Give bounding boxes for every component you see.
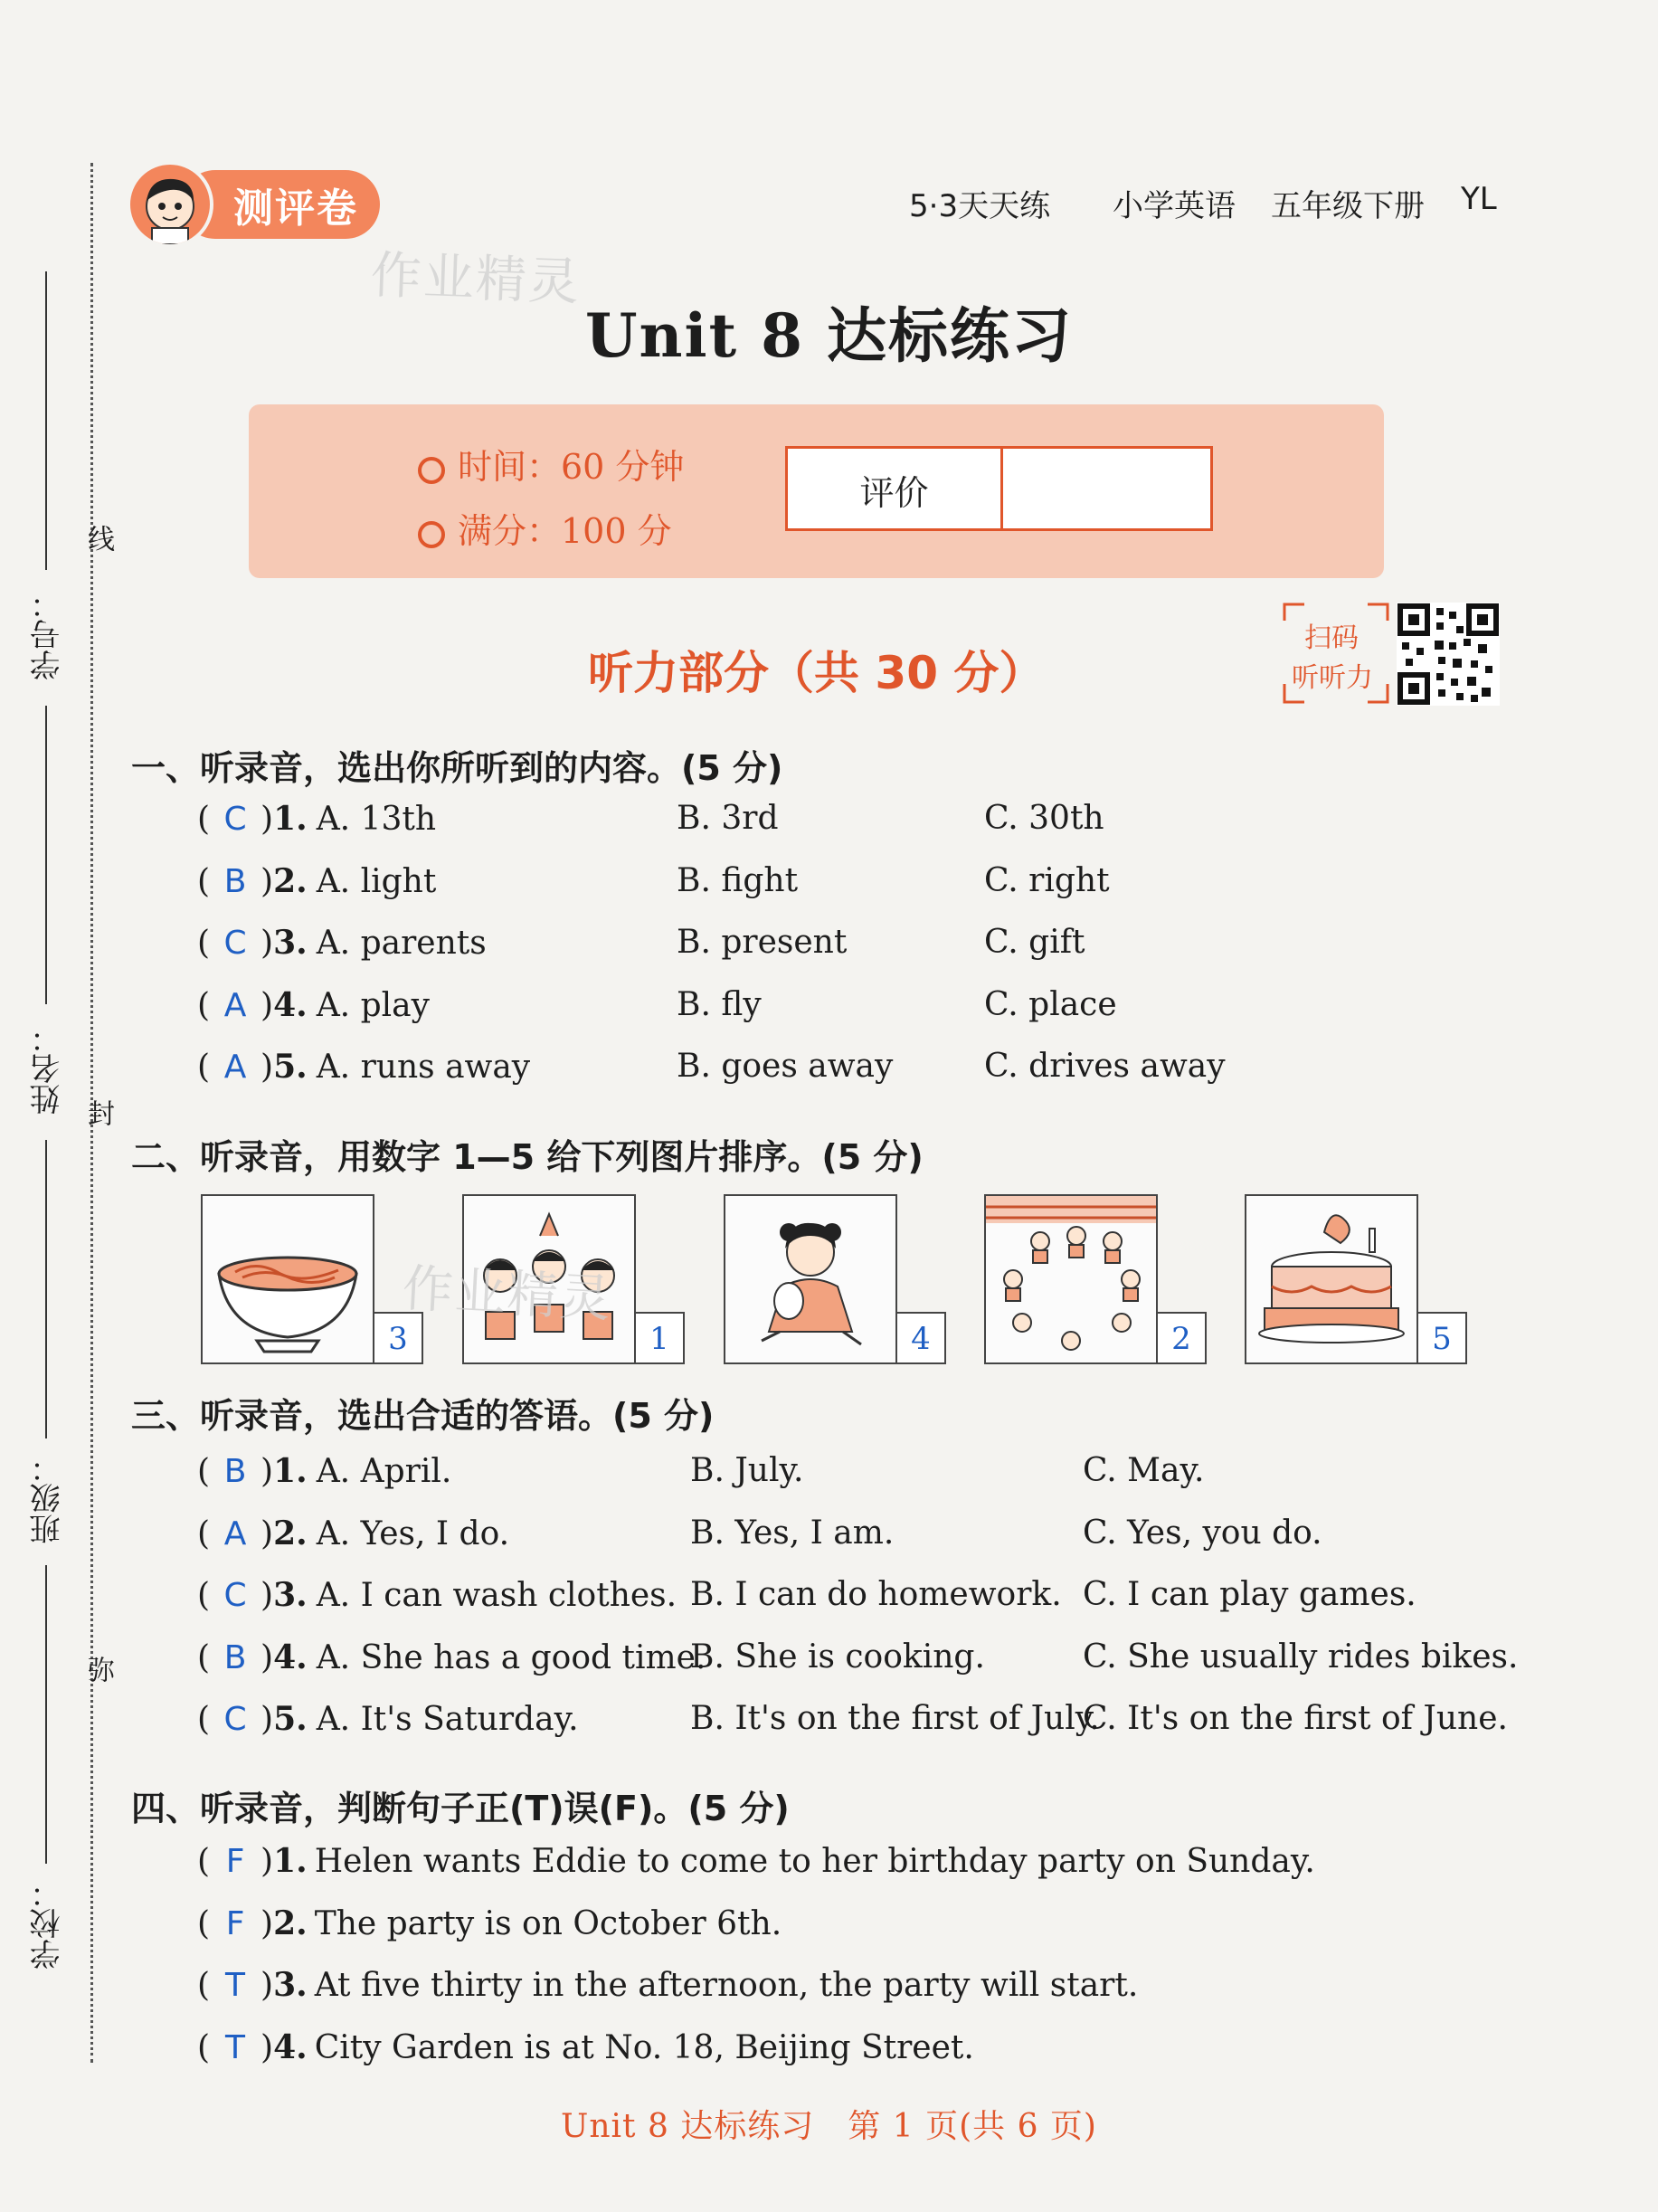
boy-mascot-icon — [127, 161, 213, 248]
score-text: 满分：100 分 — [458, 511, 672, 551]
close-paren: ) — [261, 1904, 274, 1942]
statement-text: The party is on October 6th. — [314, 1904, 782, 1942]
page-title: Unit 8 达标练习 — [585, 300, 1073, 371]
listening-heading: 听力部分（共 30 分） — [588, 647, 1045, 699]
order-number-box[interactable]: 5 — [1416, 1312, 1467, 1364]
open-paren: ( — [197, 1967, 211, 2004]
option-a: A. parents — [316, 925, 487, 962]
question-number: 4. — [273, 985, 308, 1024]
open-paren: ( — [197, 1514, 211, 1552]
option-b: B. It's on the first of July. — [690, 1700, 1100, 1737]
kids-playing-game-icon-drawing — [986, 1196, 1156, 1362]
open-paren: ( — [197, 1577, 211, 1614]
close-paren: ) — [261, 862, 274, 900]
part4-heading: 四、听录音，判断句子正(T)误(F)。(5 分) — [131, 1789, 790, 1828]
cut-label-seal: 封 — [82, 1099, 114, 1126]
part3-question — [197, 1576, 677, 1614]
part4-statement — [197, 2028, 974, 2066]
answer-slot[interactable]: F — [225, 1904, 245, 1942]
question-number: 1. — [273, 800, 308, 838]
question-number: 2. — [273, 1903, 308, 1942]
question-number: 4. — [273, 2027, 308, 2066]
order-number-box[interactable]: 3 — [373, 1312, 423, 1364]
order-number-box[interactable]: 4 — [895, 1312, 946, 1364]
school-blank[interactable] — [45, 1565, 47, 1864]
part3-question — [197, 1452, 451, 1490]
series-name: 5·3天天练 — [909, 188, 1051, 224]
close-paren: ) — [261, 1967, 274, 2004]
option-c: C. gift — [984, 924, 1085, 961]
question-number: 1. — [273, 1452, 308, 1490]
open-paren: ( — [197, 1904, 211, 1942]
option-b: B. fly — [677, 985, 762, 1023]
option-b: B. She is cooking. — [690, 1638, 985, 1676]
cut-label-line: 线 — [82, 525, 114, 552]
option-c: C. right — [984, 861, 1110, 899]
answer-slot[interactable]: B — [223, 862, 247, 900]
answer-slot[interactable]: A — [223, 1514, 247, 1552]
order-number-box[interactable]: 2 — [1156, 1312, 1207, 1364]
qr-label-scan: 扫码 — [1304, 622, 1359, 654]
statement-text: City Garden is at No. 18, Beijing Street. — [314, 2028, 974, 2066]
part4-statement — [197, 1904, 782, 1942]
option-c: C. It's on the first of June. — [1083, 1700, 1508, 1737]
part3-question — [197, 1514, 509, 1552]
option-c: C. Yes, you do. — [1083, 1514, 1322, 1552]
subject-name: 小学英语 — [1113, 188, 1236, 224]
question-number: 5. — [273, 1048, 308, 1086]
answer-slot[interactable]: B — [223, 1638, 247, 1676]
time-line — [418, 439, 684, 489]
watermark-middle: 作业精灵 — [401, 1258, 614, 1330]
part1-question — [197, 862, 436, 900]
birthday-cake-icon — [1245, 1194, 1418, 1364]
clock-icon — [418, 457, 445, 484]
option-a: A. It's Saturday. — [316, 1701, 579, 1738]
question-number: 3. — [273, 1966, 308, 2004]
part1-question — [197, 800, 436, 838]
option-b: B. goes away — [677, 1048, 894, 1085]
evaluation-divider — [1000, 449, 1003, 528]
girl-with-toy-icon-drawing — [725, 1196, 895, 1362]
kids-playing-game-icon — [984, 1194, 1158, 1364]
evaluation-box — [785, 446, 1213, 531]
part3-question — [197, 1638, 706, 1676]
answer-slot[interactable]: A — [223, 1049, 247, 1086]
option-a: A. play — [316, 986, 430, 1024]
statement-text: Helen wants Eddie to come to her birthday party on Sunday. — [314, 1843, 1315, 1880]
part1-question — [197, 924, 487, 962]
statement-text: At five thirty in the afternoon, the party will start. — [314, 1967, 1139, 2004]
option-c: C. She usually rides bikes. — [1083, 1638, 1519, 1676]
option-c: C. 30th — [984, 800, 1104, 837]
answer-slot[interactable]: F — [225, 1843, 245, 1880]
answer-slot[interactable]: C — [223, 801, 247, 838]
qr-label-frame — [1283, 603, 1389, 704]
option-b: B. present — [677, 924, 848, 961]
part3-heading: 三、听录音，选出合适的答语。(5 分) — [131, 1396, 715, 1436]
edition-code: YL — [1461, 181, 1497, 217]
close-paren: ) — [261, 925, 274, 962]
part1-heading: 一、听录音，选出你所听到的内容。(5 分) — [131, 748, 783, 788]
time-text: 时间：60 分钟 — [458, 447, 685, 487]
question-number: 2. — [273, 1514, 308, 1552]
name-blank[interactable] — [45, 706, 47, 1004]
option-c: C. I can play games. — [1083, 1576, 1416, 1613]
option-c: C. drives away — [984, 1048, 1226, 1085]
check-circle-icon — [418, 521, 445, 548]
option-a: A. She has a good time. — [316, 1638, 706, 1676]
question-number: 4. — [273, 1638, 308, 1676]
open-paren: ( — [197, 1453, 211, 1490]
answer-slot[interactable]: B — [223, 1453, 247, 1490]
part1-question — [197, 986, 430, 1024]
question-number: 5. — [273, 1700, 308, 1738]
close-paren: ) — [261, 986, 274, 1024]
cut-label-seal2: 弥 — [82, 1656, 114, 1683]
close-paren: ) — [261, 1701, 274, 1738]
girl-with-toy-icon — [724, 1194, 897, 1364]
open-paren: ( — [197, 801, 211, 838]
evaluation-label: 评价 — [859, 473, 929, 513]
open-paren: ( — [197, 1638, 211, 1676]
answer-slot[interactable]: A — [223, 986, 247, 1024]
watermark-top: 作业精灵 — [369, 245, 582, 313]
option-a: A. April. — [316, 1453, 452, 1490]
answer-slot[interactable]: T — [225, 1967, 246, 2004]
option-b: B. July. — [690, 1452, 804, 1489]
close-paren: ) — [261, 1577, 274, 1614]
order-number-box[interactable]: 1 — [634, 1312, 685, 1364]
qr-code-icon[interactable] — [1397, 603, 1500, 706]
open-paren: ( — [197, 925, 211, 962]
part4-statement — [197, 1966, 1138, 2004]
open-paren: ( — [197, 1701, 211, 1738]
option-a: A. I can wash clothes. — [316, 1577, 677, 1614]
option-a: A. light — [316, 862, 437, 900]
score-line — [418, 503, 672, 553]
option-c: C. May. — [1083, 1452, 1205, 1489]
option-b: B. I can do homework. — [690, 1576, 1062, 1613]
part4-statement — [197, 1842, 1315, 1880]
open-paren: ( — [197, 862, 211, 900]
option-a: A. Yes, I do. — [316, 1514, 510, 1552]
option-a: A. runs away — [316, 1049, 531, 1086]
close-paren: ) — [261, 1638, 274, 1676]
close-paren: ) — [261, 1453, 274, 1490]
answer-slot[interactable]: C — [223, 925, 247, 962]
student-id-label: 学号： — [30, 588, 66, 680]
option-b: B. fight — [677, 861, 799, 899]
answer-slot[interactable]: T — [225, 2028, 246, 2066]
answer-slot[interactable]: C — [223, 1577, 247, 1614]
open-paren: ( — [197, 1843, 211, 1880]
question-number: 3. — [273, 924, 308, 962]
option-b: B. 3rd — [677, 800, 779, 837]
part3-question — [197, 1700, 579, 1738]
close-paren: ) — [261, 1843, 274, 1880]
class-label: 班级： — [30, 1452, 66, 1544]
open-paren: ( — [197, 2028, 211, 2066]
option-b: B. Yes, I am. — [690, 1514, 895, 1552]
part2-heading: 二、听录音，用数字 1—5 给下列图片排序。(5 分) — [131, 1137, 924, 1177]
question-number: 3. — [273, 1576, 308, 1614]
close-paren: ) — [261, 1514, 274, 1552]
option-a: A. 13th — [316, 801, 437, 838]
noodles-bowl-icon — [201, 1194, 374, 1364]
open-paren: ( — [197, 1049, 211, 1086]
page-footer: Unit 8 达标练习 第 1 页(共 6 页) — [561, 2108, 1097, 2145]
name-label: 姓名： — [30, 1022, 66, 1115]
class-blank[interactable] — [45, 1140, 47, 1438]
test-badge — [127, 161, 389, 248]
noodles-bowl-icon-drawing — [203, 1196, 373, 1362]
option-c: C. place — [984, 985, 1117, 1023]
part1-question — [197, 1048, 530, 1086]
question-number: 2. — [273, 861, 308, 900]
badge-label: 测评卷 — [233, 185, 358, 232]
birthday-cake-icon-drawing — [1246, 1196, 1416, 1362]
close-paren: ) — [261, 2028, 274, 2066]
close-paren: ) — [261, 801, 274, 838]
qr-label-listen: 听听力 — [1292, 662, 1373, 694]
answer-slot[interactable]: C — [223, 1701, 247, 1738]
open-paren: ( — [197, 986, 211, 1024]
question-number: 1. — [273, 1842, 308, 1880]
grade-name: 五年级下册 — [1271, 188, 1425, 224]
school-label: 学校： — [30, 1877, 66, 1970]
close-paren: ) — [261, 1049, 274, 1086]
